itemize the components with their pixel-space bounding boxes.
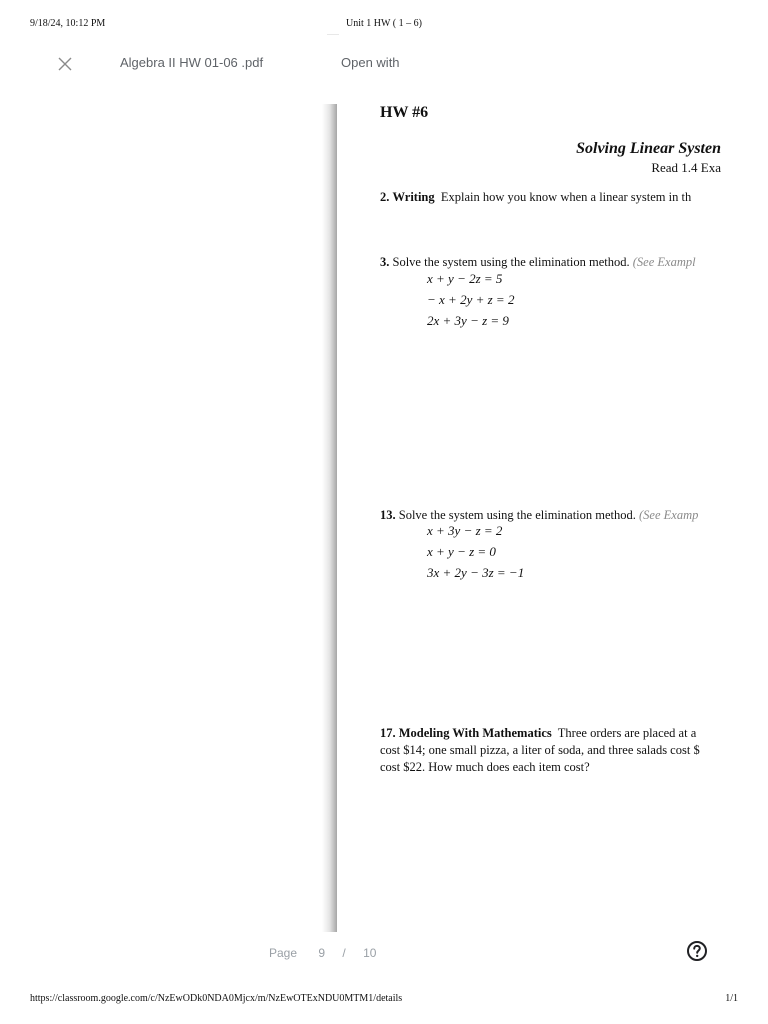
equation: x + y − z = 0: [427, 544, 496, 559]
question-text: Three orders are placed at a: [557, 726, 697, 740]
section-title: Solving Linear Systen: [576, 140, 721, 157]
document-shadow: [322, 104, 337, 932]
question-label: Writing: [392, 190, 435, 204]
question-text: Solve the system using the elimination method.: [398, 508, 636, 522]
equation: 3x + 2y − 3z = −1: [427, 565, 525, 580]
file-name: Algebra II HW 01-06 .pdf: [120, 55, 264, 70]
read-instruction: Read 1.4 Exa: [651, 160, 721, 175]
print-page-title: Unit 1 HW ( 1 – 6): [346, 18, 422, 29]
question-number: 3.: [380, 255, 390, 269]
page-separator: /: [342, 946, 346, 960]
equation: x + y − 2z = 5: [427, 271, 503, 286]
total-pages: 10: [363, 946, 377, 960]
question-text-line: cost $22. How much does each item cost?: [380, 760, 590, 774]
question-label: Modeling With Mathematics: [398, 726, 552, 740]
page-indicator: [269, 946, 376, 960]
question-3: [380, 255, 696, 270]
open-with-button[interactable]: Open with: [341, 55, 400, 70]
equation: − x + 2y + z = 2: [427, 292, 515, 307]
pdf-page: [337, 104, 723, 932]
equation: 2x + 3y − z = 9: [427, 313, 509, 328]
question-number: 13.: [380, 508, 396, 522]
print-datetime: 9/18/24, 10:12 PM: [30, 18, 106, 29]
question-number: 2.: [380, 190, 390, 204]
current-page-input[interactable]: 9: [318, 946, 326, 960]
help-icon[interactable]: [686, 940, 708, 962]
question-text: Explain how you know when a linear system in th: [440, 190, 692, 204]
hw-title: HW #6: [380, 104, 429, 121]
question-text: Solve the system using the elimination method.: [392, 255, 630, 269]
question-text-line: cost $14; one small pizza, a liter of soda, and three salads cost $: [380, 743, 700, 757]
question-number: 17.: [380, 726, 396, 740]
question-2: [380, 190, 691, 205]
question-hint: (See Examp: [639, 508, 699, 522]
print-page-number: 1/1: [725, 993, 738, 1004]
close-icon[interactable]: [56, 55, 74, 73]
question-17: [380, 726, 696, 741]
page-label: Page: [269, 946, 298, 960]
question-13: [380, 508, 698, 523]
print-url: https://classroom.google.com/c/NzEwODk0NDA0Mjcx/m/NzEwOTExNDU0MTM1/details: [30, 993, 403, 1004]
question-hint: (See Exampl: [632, 255, 696, 269]
divider: [327, 34, 339, 35]
equation: x + 3y − z = 2: [427, 523, 503, 538]
